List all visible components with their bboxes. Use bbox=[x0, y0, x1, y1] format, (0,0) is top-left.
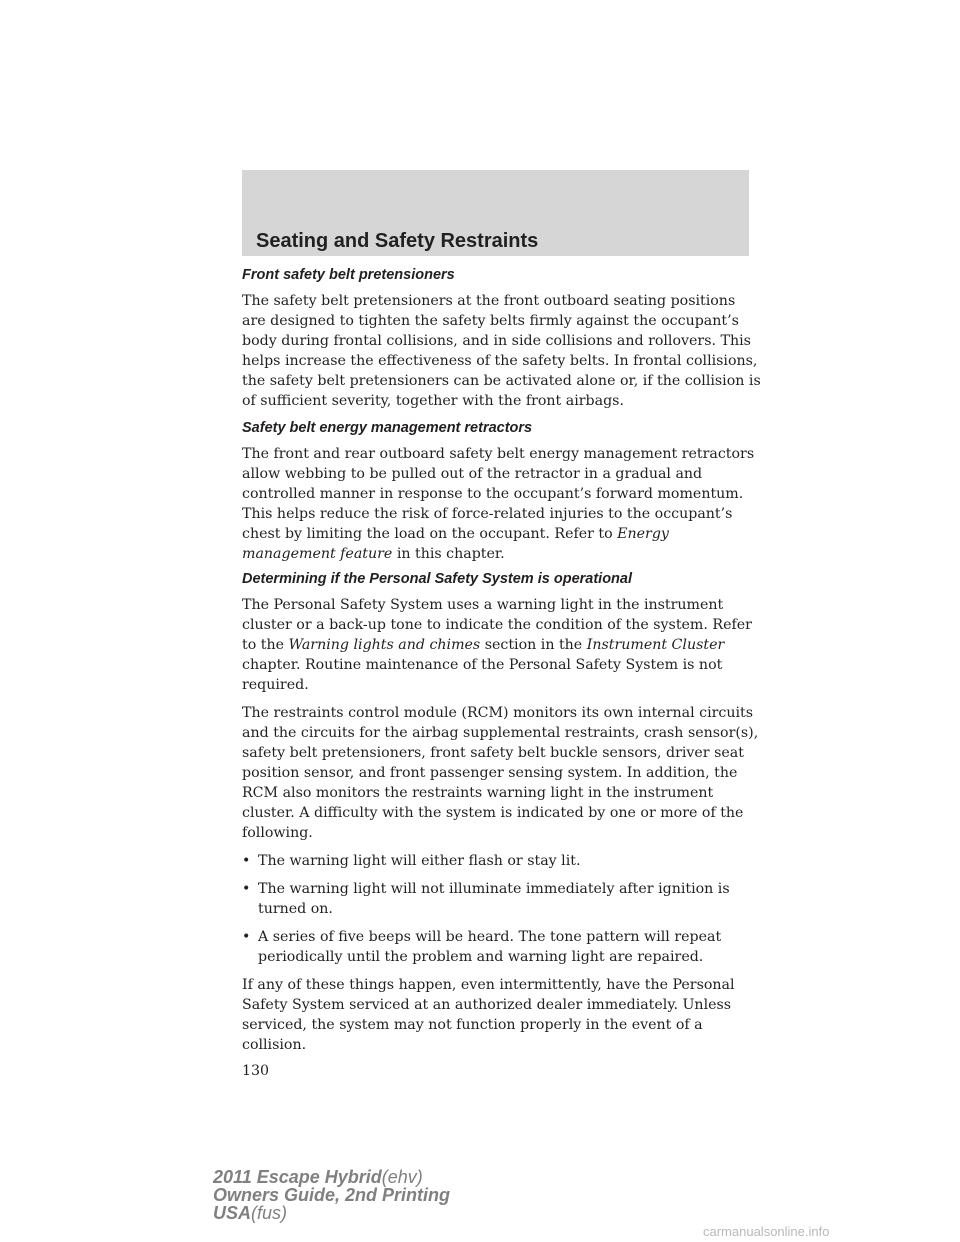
footer-edition: Owners Guide, 2nd Printing bbox=[213, 1185, 451, 1205]
section-title: Seating and Safety Restraints bbox=[256, 230, 539, 252]
list-item: • The warning light will not illuminate immediately after ignition is turned on. bbox=[242, 881, 730, 917]
footer-model-code: (ehv) bbox=[381, 1167, 423, 1187]
bullet-icon: • bbox=[242, 929, 251, 945]
warning-lights-link[interactable]: Warning lights and chimes bbox=[288, 637, 481, 653]
energy-management-link[interactable]: Energy management feature bbox=[242, 526, 669, 562]
page-content bbox=[242, 266, 762, 1081]
bullet-icon: • bbox=[242, 881, 251, 897]
paragraph-tail: in this chapter. bbox=[392, 546, 505, 562]
list-item: • The warning light will either flash or stay lit. bbox=[242, 853, 581, 869]
list-item: • A series of five beeps will be heard. The tone pattern will repeat periodically until the problem and warning light are repaired. bbox=[242, 929, 722, 965]
instrument-cluster-link[interactable]: Instrument Cluster bbox=[586, 637, 725, 653]
difficulty-list bbox=[242, 851, 762, 967]
paragraph-rcm: The restraints control module (RCM) monitors its own internal circuits and the circuits for the airbag supplemental restraints, crash sensor(s), safety belt pretensioners, front safety belt buckle sensors, driver seat position sensor, and front passenger sensing system. In addition, the RCM also monitors the restraints warning light in the instrument cluster. A difficulty with the system is indicated by one or more of the following. bbox=[242, 705, 759, 841]
bullet-icon: • bbox=[242, 853, 251, 869]
footer-market: USA bbox=[213, 1203, 252, 1223]
footer-print-info bbox=[213, 1168, 450, 1222]
page-number: 130 bbox=[242, 1063, 270, 1079]
paragraph-energy-retractors bbox=[242, 444, 762, 564]
paragraph-text: chapter. Routine maintenance of the Personal Safety System is not required. bbox=[242, 657, 723, 693]
heading-energy-retractors: Safety belt energy management retractors bbox=[242, 420, 533, 436]
paragraph-text: The Personal Safety System uses a warning light in the instrument cluster or a back-up tone to indicate the condition of the system. Refer to the bbox=[242, 597, 752, 653]
footer-model: 2011 Escape Hybrid bbox=[213, 1167, 382, 1187]
paragraph-text: section in the bbox=[480, 637, 587, 653]
heading-pretensioners: Front safety belt pretensioners bbox=[242, 267, 455, 283]
paragraph-service: If any of these things happen, even intermittently, have the Personal Safety System serviced at an authorized dealer immediately. Unless serviced, the system may not function properly in the event of a collision. bbox=[242, 977, 735, 1053]
footer-market-code: (fus) bbox=[251, 1203, 288, 1223]
paragraph-pretensioners: The safety belt pretensioners at the front outboard seating positions are designed to tighten the safety belts firmly against the occupant’s body during frontal collisions, and in side collisions and rollovers. This helps increase the effectiveness of the safety belts. In frontal collisions, the safety belt pretensioners can be activated alone or, if the collision is of sufficient severity, together with the front airbags. bbox=[242, 293, 761, 409]
watermark: carmanualsonline.info bbox=[703, 1224, 830, 1239]
heading-pss-operational: Determining if the Personal Safety System is operational bbox=[242, 571, 632, 587]
paragraph-text: The front and rear outboard safety belt energy management retractors allow webbing to be pulled out of the retractor in a gradual and controlled manner in response to the occupant’s forward momentum. This helps reduce the risk of force-related injuries to the occupant’s chest by limiting the load on the occupant. Refer to bbox=[242, 446, 755, 542]
paragraph-pss-warning bbox=[242, 595, 762, 695]
